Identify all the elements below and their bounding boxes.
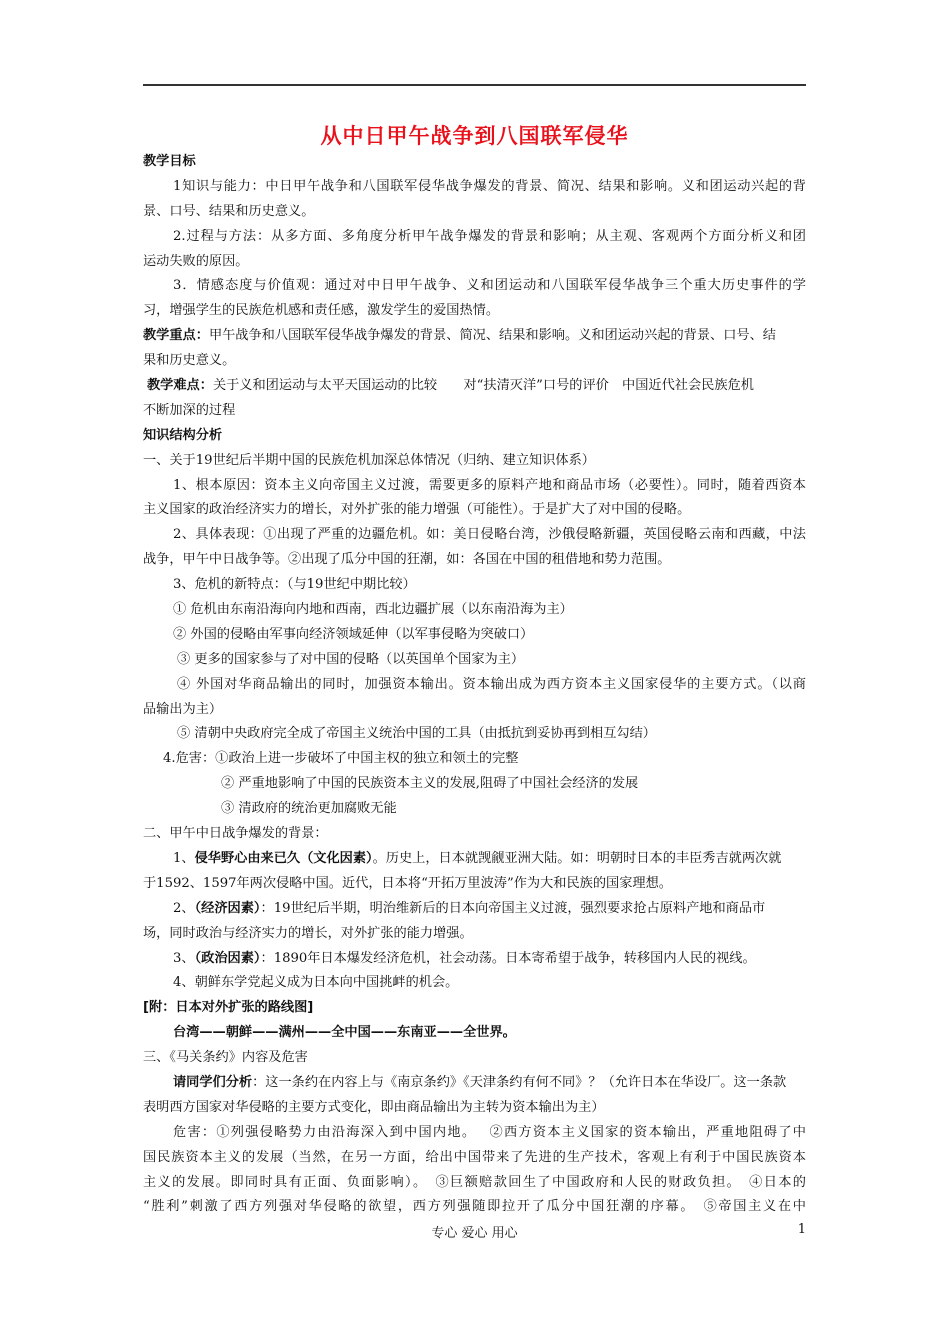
text: 关于义和团运动与太平天国运动的比较 对“扶清灭洋”口号的评价 中国近代社会民族危机 bbox=[212, 378, 754, 394]
list-item: ③ 更多的国家参与了对中国的侵略（以英国单个国家为主） bbox=[177, 651, 525, 667]
paragraph: “胜利”刺激了西方列强对华侵略的欲望，西方列强随即拉开了瓜分中国狂潮的序幕。 ⑤帝国主义在中 bbox=[143, 1199, 806, 1215]
bold-text: 侵华野心由来已久（文化因素） bbox=[194, 850, 373, 866]
heading-teaching-goals: 教学目标 bbox=[143, 154, 196, 169]
paragraph bbox=[143, 897, 806, 922]
paragraph: 品输出为主） bbox=[143, 701, 223, 717]
label-difficulties: 教学难点： bbox=[147, 378, 213, 394]
paragraph: 场，同时政治与经济实力的增长，对外扩张的能力增强。 bbox=[143, 925, 473, 941]
section-heading-1: 一、关于19世纪后半期中国的民族危机加深总体情况（归纳、建立知识体系） bbox=[143, 452, 595, 468]
teaching-difficulties bbox=[143, 374, 806, 399]
bold-text: （经济因素） bbox=[194, 900, 261, 916]
list-item: ⑤ 清朝中央政府完全成了帝国主义统治中国的工具（由抵抗到妥协再到相互勾结） bbox=[177, 726, 656, 742]
section-heading-2: 二、甲午中日战争爆发的背景： bbox=[143, 826, 328, 842]
bold-text: 请同学们分析 bbox=[173, 1074, 253, 1090]
text: ：1890年日本爆发经济危机，社会动荡。日本寄希望于战争，转移国内人民的视线。 bbox=[260, 950, 756, 966]
paragraph bbox=[143, 1071, 806, 1096]
document-title: 从中日甲午战争到八国联军侵华 bbox=[320, 124, 629, 148]
teaching-key-points bbox=[143, 324, 806, 349]
page-number: 1 bbox=[797, 1222, 806, 1237]
list-item: ① 危机由东南沿海向内地和西南，西北边疆扩展（以东南沿海为主） bbox=[173, 602, 573, 618]
text: ：19世纪后半期，明治维新后的日本向帝国主义过渡，强烈要求抢占原料产地和商品市 bbox=[260, 900, 766, 916]
list-item: ② 严重地影响了中国的民族资本主义的发展,阻碍了中国社会经济的发展 bbox=[221, 776, 639, 792]
paragraph: 运动失败的原因。 bbox=[143, 253, 249, 269]
paragraph: 景、口号、结果和历史意义。 bbox=[143, 203, 315, 219]
footer-motto: 专心 爱心 用心 bbox=[431, 1226, 518, 1241]
paragraph: 果和历史意义。 bbox=[143, 353, 236, 369]
text: 。历史上，日本就觊觎亚洲大陆。如：明朝时日本的丰臣秀吉就两次就 bbox=[372, 850, 782, 866]
paragraph: 战争，甲午中日战争等。②出现了瓜分中国的狂潮，如：各国在中国的租借地和势力范围。 bbox=[143, 552, 671, 568]
paragraph: 表明西方国家对华侵略的主要方式变化，即由商品输出为主转为资本输出为主） bbox=[143, 1099, 605, 1115]
header-rule bbox=[143, 84, 806, 86]
paragraph: 国民族资本主义的发展（当然，在另一方面，给出中国带来了先进的生产技术，客观上有利于中国民族资本 bbox=[143, 1149, 806, 1165]
paragraph: 2.过程与方法：从多方面、多角度分析甲午战争爆发的背景和影响；从主观、客观两个方面分析义和团 bbox=[173, 228, 806, 244]
paragraph bbox=[143, 947, 806, 972]
paragraph: 习，增强学生的民族危机感和责任感，激发学生的爱国热情。 bbox=[143, 303, 500, 319]
paragraph: 4、朝鲜东学党起义成为日本向中国挑衅的机会。 bbox=[173, 975, 459, 991]
expansion-route: 台湾——朝鲜——满州——全中国——东南亚——全世界。 bbox=[173, 1025, 516, 1041]
document-body bbox=[143, 150, 806, 1220]
text: 1、 bbox=[173, 850, 195, 866]
paragraph: 2、具体表现：①出现了严重的边疆危机。如：美日侵略台湾，沙俄侵略新疆，英国侵略云南和西藏，中法 bbox=[173, 527, 806, 543]
paragraph: 3．情感态度与价值观：通过对中日甲午战争、义和团运动和八国联军侵华战争三个重大历史事件的学 bbox=[173, 278, 806, 294]
appendix-heading: [附：日本对外扩张的路线图] bbox=[143, 1000, 314, 1016]
heading-structure-analysis: 知识结构分析 bbox=[143, 427, 223, 443]
label-key-points: 教学重点： bbox=[143, 328, 209, 344]
text: 2、 bbox=[173, 900, 195, 916]
list-item: ② 外国的侵略由军事向经济领域延伸（以军事侵略为突破口） bbox=[173, 626, 534, 642]
paragraph: 不断加深的过程 bbox=[143, 402, 236, 418]
paragraph: 于1592、1597年两次侵略中国。近代，日本将“开拓万里波涛”作为大和民族的国家理想。 bbox=[143, 875, 672, 891]
paragraph: 主义国家的政治经济实力的增长，对外扩张的能力增强（可能性）。于是扩大了对中国的侵略。 bbox=[143, 502, 691, 518]
bold-text: （政治因素） bbox=[194, 950, 261, 966]
list-item: ④ 外国对华商品输出的同时，加强资本输出。资本输出成为西方资本主义国家侵华的主要方式。（以商 bbox=[177, 676, 806, 692]
text: ：这一条约在内容上与《南京条约》《天津条约有何不同》？（允许日本在华设厂。这一条款 bbox=[252, 1074, 787, 1090]
paragraph bbox=[143, 847, 806, 872]
paragraph: 1知识与能力：中日甲午战争和八国联军侵华战争爆发的背景、简况、结果和影响。义和团运动兴起的背 bbox=[173, 178, 806, 194]
list-item: ③ 清政府的统治更加腐败无能 bbox=[221, 801, 397, 817]
text: 3、 bbox=[173, 950, 195, 966]
paragraph: 4.危害：①政治上进一步破坏了中国主权的独立和领土的完整 bbox=[163, 751, 519, 767]
paragraph: 主义的发展。即同时具有正面、负面影响）。 ③巨额赔款回生了中国政府和人民的财政负担。 ④日本的 bbox=[143, 1174, 806, 1190]
paragraph: 危害：①列强侵略势力由沿海深入到中国内地。 ②西方资本主义国家的资本输出，严重地阻碍了中 bbox=[173, 1124, 806, 1140]
paragraph: 1、根本原因：资本主义向帝国主义过渡，需要更多的原料产地和商品市场（必要性）。同时，随着西资本 bbox=[173, 477, 806, 493]
section-heading-3: 三、《马关条约》内容及危害 bbox=[143, 1050, 308, 1066]
paragraph: 3、危机的新特点：（与19世纪中期比较） bbox=[173, 577, 416, 593]
text: 甲午战争和八国联军侵华战争爆发的背景、简况、结果和影响。义和团运动兴起的背景、口号、结 bbox=[208, 328, 776, 344]
